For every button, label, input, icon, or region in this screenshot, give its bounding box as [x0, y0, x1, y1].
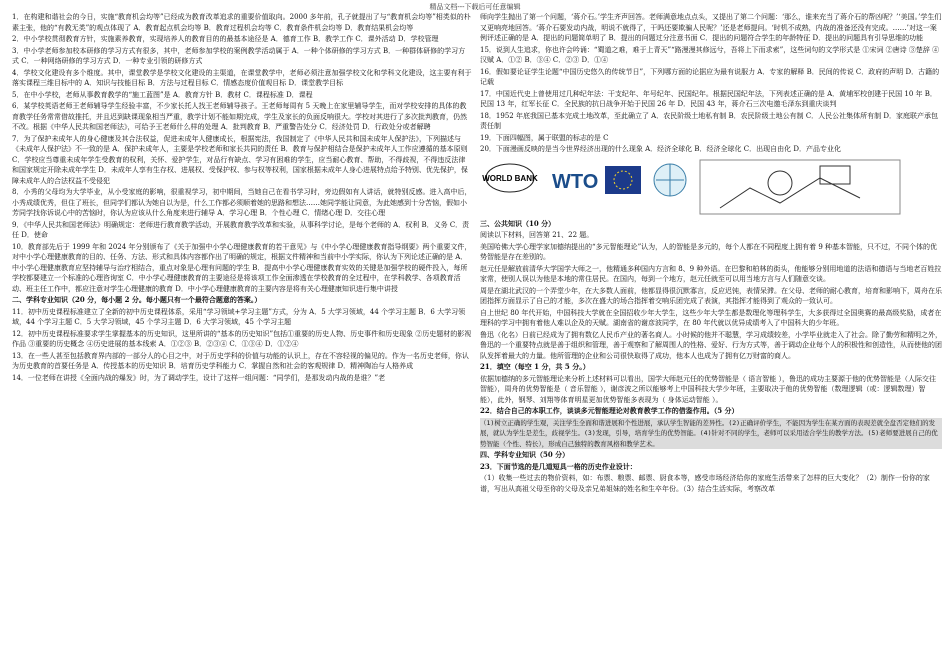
left-paragraph: 7．为了保护未成年人的身心健康及其合法权益，促进未成年人健康成长，根据宪法，我国制定了《中华人民共和国未成年人保护法》，下列描述与《未成年人保护法》不一致的是 A．保护未成年人，主要是学校老师和家长共同的责任 B．教育与保护相结合是保护未成年人工作应遵循的基本原则 C．学校应当尊重未成年学生受教育的权利，关怀、爱护学生，对品行有缺点、学习有困难的学生，应当耐心教育、帮助，不得歧视，不得违反法律和国家规定开除未成年学生 D．未成年人享有生存权、进展权、受保护权、参与权等权利，国家根据未成年人身心进展特点给予特别、优先保护，保障未成年人的合法权益不受侵犯 — [12, 134, 468, 185]
left-paragraph: 14．一位老师在讲授《全面内战的爆发》时，为了调动学生，设计了这样一组问题：“同学们，是那发动内战的是谁？”老 — [12, 373, 386, 382]
right-paragraph: 22．结合自己的本职工作，谈谈多元智能理论对教育教学工作的借鉴作用。（5 分） — [480, 406, 739, 415]
left-paragraph: 8．小秀的父母均为大学毕业，从小受家庭的影响，很重视学习，初中期间，当她自己在看书学习时，旁边假如有人讲话，就特别反感。进入高中后，小秀成绩优秀，但住了班长，但同学们都认为她自以为是，什么工作都必须顺着她的思路和想法……她同学能让同意，为此她感到十分苦恼，假如小芳同学找你诉说心中的苦恼时，你认为应该从什么角度来进行辅导 A．学习心理 B．个性心理 C．情绪心理 D．交往心理 — [12, 188, 472, 217]
left-paragraph: 10．教育部先后于 1999 年和 2024 年分别颁布了《关于加强中小学心理健康教育的若干意见》与《中小学心理健康教育指导纲要》两个重要文件，对中小学心理健康教育的目的、任务、方法、形式和具体内容都作出了明确的规定，根据文件精神和当前中小学实际，你认为下列论述正确的是 A．中小学心理健康教育应坚持辅导与治疗相结合，重点对象是心理有问题的学生 B．提高中小学心理健康教育实效的关键是加强学校的硬件投入，每所学校都要建立一个标准的心理咨询室 C．中小学心理健康教育的主要途径是将该项工作全面渗透在学校教育的全过程中，在学科教学、各项教育活动、班主任工作中，都应注意对学生心理健康的教育 D．中小学心理健康教育的主要内容是将有关心理健康知识进行集中讲授 — [12, 242, 472, 293]
world-bank-logo — [482, 164, 538, 192]
left-paragraph: 12．初中历史课程标准要求学生掌握基本的历史知识，这里所讲的“基本的历史知识”包括①重要的历史人物、历史事件和历史现象 ②历史题材的影视作品 ③重要的历史概念 ④历史进展的基本线索 A．①②③ B．②③④ C．①③④ D．①②④ — [12, 329, 472, 348]
right-paragraph: 19．下面四幅图，属于联盟的标志的是 C — [480, 133, 609, 142]
question-images — [480, 157, 942, 217]
cartoon-illustration — [700, 160, 900, 214]
left-paragraph: 9．《中华人民共和国老师法》明确规定：老师进行教育教学活动，开展教育教学改革和实验，从事科学讨论，是每个老师的 A．权利 B．义务 C．责任 D．使命 — [12, 220, 470, 239]
logos-and-cartoon-image — [480, 158, 920, 216]
page-header: 精品文档---下载后可任意编辑 — [429, 3, 521, 11]
right-paragraph: 三、公共知识（10 分） — [480, 218, 556, 228]
left-paragraph: 6．某学校英语老师王老师辅导学生经验丰富，不少家长托人找王老师辅导孩子。王老师每周有 5 天晚上在家里辅导学生，而对学校安排的具体的教育教学任务常常借故推托，并且迟到缺课现象相当严重，教学计划不能如期完成，学生及家长的负面反响很大。学校对其进行了多次批判教育，仍然不改。根据《中华人民共和国老师法》，可给予王老师什么样的处理 A．批判教育 B．严重警告处分 C．经济处罚 D．行政处分或者解聘 — [12, 102, 467, 131]
left-paragraph: 5．在中小学校，老师从事教育教学的“施工蓝图”是 A．教育方针 B．教材 C．课程标准 D．课程 — [12, 90, 313, 99]
left-paragraph: 13．在一些人甚至包括教育界内部的一部分人的心目之中，对于历史学科的价值与功能的认识上，存在不容轻视的偏见的。作为一名历史老师，你认为历史教育的首要任务是 A．传授基本的历史知识 B．培育历史学科能力 C．掌握自然和社会的客观规律 D．精神陶冶与人格养成 — [12, 351, 469, 370]
un-globe-logo — [654, 164, 686, 196]
right-paragraph: 依据加德纳的多元智能理论来分析上述材料可以看出，国学大师赵元任的优势智能是（ 语言智能 ），鲁迅的成功主要源于他的优势智能是（人际交往智能），周舟的优势智能是（ 音乐智能 ），谢彦波之所以能够考上中国科技大学少年班，主要取决于他的优势智能（数理逻辑（或：逻辑数理）智能），此外，钢琴、刘翔等体育明星更加优势智能多表现为（ 身体运动智能 ）。 — [480, 374, 936, 404]
right-paragraph: 美国哈佛大学心理学家加德纳提出的“多元智能理论”认为，人的智能是多元的，每个人都在不同程度上拥有着 9 种基本智能，只不过，不同个体的优势智能是存在差别的。 — [480, 242, 938, 261]
wto-logo — [552, 171, 598, 193]
left-paragraph: 2．中小学校贯彻教育方针，实施素养教育，实现培养人的教育目的的最基本途径是 A．德育工作 B．教学工作 C．课外活动 D．学校管理 — [12, 35, 439, 43]
right-paragraph: （1)树立正确的学生观，关注学生全面和谐进展和个性进展，承认学生智能的差异性。(2)正确评价学生，不能因为学生在某方面的表现差就全盘否定他们的发展，就认为学生是差生，歧视学生。(3)发现，引导，培育学生的优势智能。(4)针对不同的学生，老师可以采用适合学生的教学方法。(5)老师要进展自己的优势智能（个性、特长），形成自己独特的教育风格和教学艺术。 — [480, 418, 942, 450]
right-paragraph: 周是在湖北武汉的一个弄堂少年，在大多数人面前，他都显得很沉默寡言，反应迟钝，表情呆滞。在父母、老师的耐心教育，培育和影响下，周舟在乐团指挥方面显示了自己的才能，多次在盛大的场合指挥着交响乐团完成了表演，其指挥才能得到了观众的一致认可。 — [480, 286, 942, 305]
right-paragraph: 阅读以下材料，回答第 21、22 题。 — [480, 231, 594, 239]
left-paragraph: 4．学校文化建设有多个维度。其中，课堂教学是学校文化建设的主渠道，在课堂教学中，老师必须注意加强学校文化和学科文化建设，这主要有利于落实课程三维目标中的 A．知识与技能目标 B．方法与过程目标 C．情感态度价值观目标 D．课堂教学目标 — [12, 68, 472, 87]
right-paragraph: 四、学科专业知识（50 分） — [480, 450, 570, 459]
right-paragraph: 18．1952 年底我国已基本完成土地改革，至此确立了 A．农民阶级土地私有制 B．农民阶级土地公有制 C．人民公社集体所有制 D．家庭联产承包责任制 — [480, 111, 939, 130]
left-paragraph: 1．在构建和谐社会的今日，实施“教育机会均等”已经成为教育改革追求的重要价值取向。2000 多年前，孔子就提出了与“教育机会均等”相类似的朴素主张，他的“有教无类”的观点体现了 A．教育起点机会均等 B．教育过程机会均等 C．教育条件机会均等 D．教育结果机会均等 — [12, 13, 471, 32]
right-paragraph: 16．假如要论证学生论题“中国历史悠久的传统节日”，下列哪方面的论据应为最有说服力 A．专家的解释 B．民间的传说 C．政府的声明 D．古籍的记载 — [480, 67, 940, 86]
right-paragraph: 15．说到人生追求，你也许会吟诵：“蜀道之难，难于上青天”“路漫漫其修远兮，吾将上下而求索”，这些词句的文学形式是 ①宋词 ②唐诗 ③楚辞 ④汉赋 A．①② B．③④ C．②③ D．①④ — [480, 45, 940, 64]
right-paragraph: （1）收集一些过去的物价资料，如：布票、粮票、邮票、厨食本等，感受市场经济给你的家庭生活带来了怎样的巨大变化？（2）制作一份你的家谱，写出从高祖父母至你的父母及亲兄弟姐妹的姓名和生卒年份。（3）结合生活实际，考察改革 — [480, 474, 930, 493]
svg-text:WTO: WTO — [552, 170, 599, 193]
right-paragraph: 20．下面漫画反映的是当今世界经济出现的什么现象 A．经济全球化 B．经济全球化 C．出现自由化 D．产品专业化 — [480, 145, 841, 153]
right-paragraph: 21．填空（每空 1 分，共 5 分。） — [480, 362, 590, 371]
right-paragraph: 赵元任是解放前清华大学国学大师之一，他精通多种国内方言和 8、9 种外语。在巴黎和柏林的街头，他能够分别用地道的法语和德语与当地老百姓拉家常，使别人误以为他是本地的常住居民。在国内，每到一个地方，赵元任就至可以用当地方言与人们随意交谈。 — [480, 264, 942, 283]
eu-flag-logo — [605, 166, 641, 194]
right-paragraph: 17．中国近代史上曾使用过几种纪年法：干支纪年、年号纪年、民国纪年。根据民国纪年法，下列表述正确的是 A．黄埔军校创建于民国 10 年 B．民国 13 年，红军长征 C．全民族的抗日战争开始于民国 26 年 D．民国 43 年，蒋介石三次电邀毛泽东到重庆谈判 — [480, 89, 937, 108]
right-paragraph: 鲁迅（化名）日前已经成为了拥有数亿人民币产业的著名商人。小时候的他并不聪慧，学习成绩较差，小学毕业就走入了社会。除了勤劳和精明之外，鲁迅的一个重要特点就是善于组织和管理，善于观察和了解周围人的性格、爱好、行为方式等，善于调动企业每个人的积极性和创造性，从而使他的团队发挥着最大的力量。他所管理的企业和公司很快取得了成功，他本人也成为了拥有亿万财富的商人。 — [480, 330, 942, 360]
left-column — [12, 12, 472, 668]
right-column — [480, 12, 942, 668]
left-paragraph: 二、学科专业知识（20 分，每小题 2 分。每小题只有一个最符合题意的答案。） — [12, 295, 262, 304]
right-paragraph: 23．下面节选的是几道短具一格的历史作业设计： — [480, 461, 637, 471]
left-paragraph: 11．初中历史课程标准建立了全新的初中历史课程体系，采用“学习领域+学习主题”方式，分为 A．5 大学习领域，44 个学习主题 B．6 大学习领域，44 个学习主题 C．5 大学习领域，45 个学习主题 D．6 大学习领域，45 个学习主题 — [12, 307, 466, 326]
right-paragraph: 自上世纪 80 年代开始，中国科技大学就在全国招收少年大学生，这些少年大学生都是数理化等理科学生，大多获得过全国奥赛的最高级奖励，成者在理科的学习中拥有着他人难以企及的天赋。湖南省的谢彦波同学，在 80 年代就以优异成绩考入了中国科大的少年班。 — [480, 308, 942, 327]
right-paragraph: 师向学生抛出了第一个问题，‘蒋介石。’学生齐声回答。老师满意地点点头，又提出了第二个问题：‘那么，谁来充当了蒋介石的帮凶呢？’‘美国。’学生们又更响亮地回答。‘蒋介石要发动内战，明说不就得了，干吗还要欺骗人民呢？’还是老师提问。‘时机不成熟，内战的准备还没有完成。……’对这一案例评述正确的是 A．提出的问题简单明了 B．提出的问题过分注意书面 C．提出的问题符合学生的年龄特征 D．提出的问题具有引导思维的功能 — [480, 13, 942, 42]
left-paragraph: 3．中小学老师参加校本研修的学习方式有很多，其中，老师参加学校的案例教学活动属于 A．一种个体研修的学习方式 B．一种群体研修的学习方式 C．一种网络研修的学习方式 D．一种专业引领的研修方式 — [12, 46, 466, 65]
svg-text:WORLD BANK: WORLD BANK — [482, 173, 538, 183]
